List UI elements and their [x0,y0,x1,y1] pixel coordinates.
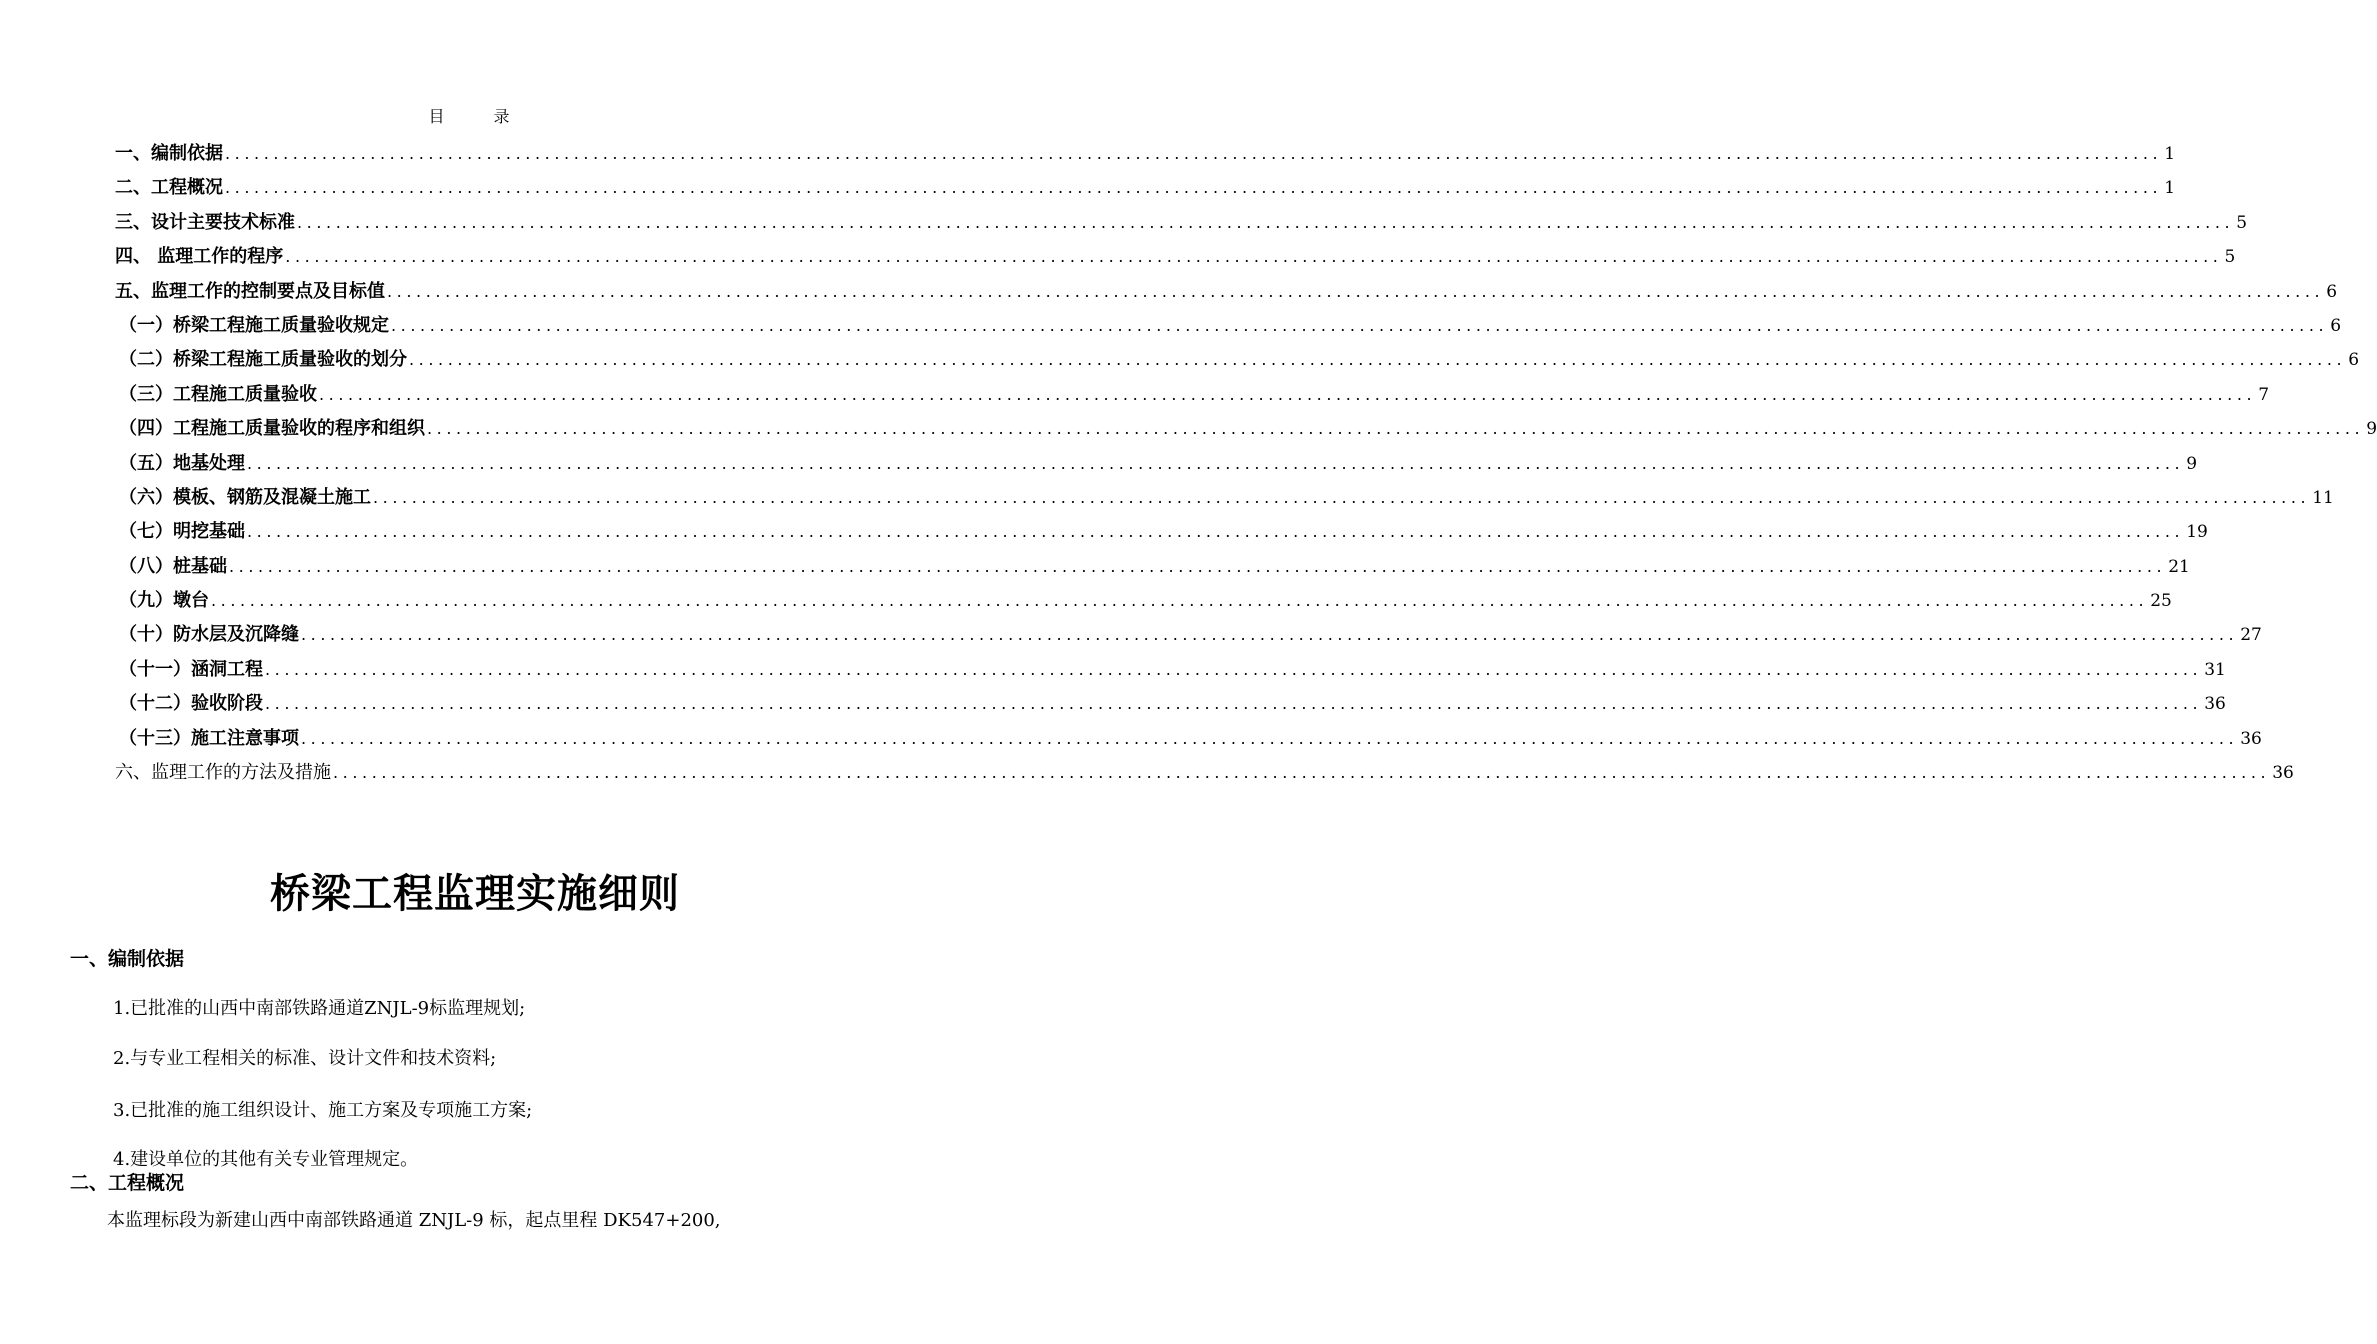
toc-entry-label: 二、工程概况 [115,177,223,199]
document-title: 桥梁工程监理实施细则 [270,871,680,917]
toc-dot-leader: ........................................................................................................................................................................................................ [211,591,2149,611]
toc-entry[interactable] [115,275,2338,309]
toc-dot-leader: ........................................................................................................................................................................................................ [225,178,2163,198]
toc-entry-page-number: 36 [2240,728,2262,749]
toc-entry-label: 三、设计主要技术标准 [115,211,295,233]
toc-entry-page-number: 6 [2330,315,2342,336]
toc-entry[interactable] [115,240,2236,274]
toc-dot-leader: ........................................................................................................................................................................................................ [265,659,2203,679]
toc-dot-leader: ........................................................................................................................................................................................................ [427,419,2365,439]
toc-entry[interactable] [115,343,2360,377]
overview-paragraph: 本监理标段为新建山西中南部铁路通道 ZNJL-9 标，起点里程 DK547+200, [107,1210,721,1231]
toc-entry-label: 六、监理工作的方法及措施 [115,762,331,784]
toc-dot-leader: ........................................................................................................................................................................................................ [387,281,2325,301]
section-heading-basis: 一、编制依据 [70,948,185,970]
toc-dot-leader: ........................................................................................................................................................................................................ [391,315,2329,335]
toc-entry-page-number: 27 [2240,625,2262,646]
toc-entry[interactable] [115,481,2334,515]
toc-entry[interactable] [115,378,2270,412]
toc-entry-page-number: 6 [2326,281,2338,302]
toc-title: 目 录 [428,107,532,126]
toc-entry-page-number: 25 [2150,591,2172,612]
toc-entry-label: （十三）施工注意事项 [119,727,299,749]
toc-entry-page-number: 7 [2258,384,2270,405]
toc-entry[interactable] [115,447,2198,481]
basis-item-1: 1.已批准的山西中南部铁路通道ZNJL-9标监理规划; [113,998,526,1019]
toc-entry[interactable] [115,584,2172,618]
toc-entry-page-number: 5 [2236,212,2248,233]
basis-item-3: 3.已批准的施工组织设计、施工方案及专项施工方案; [113,1100,533,1121]
basis-item-4: 4.建设单位的其他有关专业管理规定。 [113,1149,419,1170]
toc-entry-page-number: 6 [2348,350,2360,371]
toc-entry-label: （六）模板、钢筋及混凝土施工 [119,486,371,508]
toc-entry[interactable] [115,171,2176,205]
basis-item-2: 2.与专业工程相关的标准、设计文件和技术资料; [113,1048,497,1069]
toc-entry-label: （十二）验收阶段 [119,693,263,715]
toc-entry-page-number: 36 [2272,763,2294,784]
toc-entry[interactable] [115,618,2262,652]
toc-dot-leader: ........................................................................................................................................................................................................ [409,350,2347,370]
toc-entry[interactable] [115,206,2248,240]
toc-dot-leader: ........................................................................................................................................................................................................ [301,625,2239,645]
toc-entry-page-number: 1 [2164,178,2176,199]
toc-entry-page-number: 19 [2186,522,2208,543]
toc-entry-page-number: 9 [2366,419,2377,440]
toc-entry-label: （四）工程施工质量验收的程序和组织 [119,418,425,440]
toc-entry-page-number: 21 [2168,556,2190,577]
toc-dot-leader: ........................................................................................................................................................................................................ [301,728,2239,748]
toc-dot-leader: ........................................................................................................................................................................................................ [229,556,2167,576]
toc-entry[interactable] [115,515,2208,549]
toc-entry-page-number: 31 [2204,659,2226,680]
toc-entry-label: （九）墩台 [119,590,209,612]
toc-entry-label: 一、编制依据 [115,143,223,164]
toc-entry-label: （七）明挖基础 [119,521,245,543]
toc-dot-leader: ........................................................................................................................................................................................................ [225,144,2163,163]
toc-dot-leader: ........................................................................................................................................................................................................ [265,694,2203,714]
toc-entry[interactable] [115,756,2294,790]
toc-entry-label: （五）地基处理 [119,452,245,474]
toc-entry[interactable] [115,653,2226,687]
toc-entry-label: （十一）涵洞工程 [119,658,263,680]
toc-entry-label: （一）桥梁工程施工质量验收规定 [119,314,389,336]
table-of-contents [115,137,2377,790]
toc-dot-leader: ........................................................................................................................................................................................................ [247,522,2185,542]
toc-entry-page-number: 5 [2224,247,2236,268]
toc-dot-leader: ........................................................................................................................................................................................................ [297,212,2235,232]
toc-entry[interactable] [115,137,2176,171]
toc-entry-label: （八）桩基础 [119,555,227,577]
toc-dot-leader: ........................................................................................................................................................................................................ [285,247,2223,267]
toc-entry-page-number: 1 [2164,144,2176,164]
toc-entry-label: （十）防水层及沉降缝 [119,624,299,646]
toc-entry-label: 五、监理工作的控制要点及目标值 [115,280,385,302]
toc-entry-page-number: 36 [2204,694,2226,715]
toc-entry-label: （二）桥梁工程施工质量验收的划分 [119,349,407,371]
toc-entry-page-number: 9 [2186,453,2198,474]
toc-entry[interactable] [115,687,2226,721]
toc-dot-leader: ........................................................................................................................................................................................................ [373,487,2311,507]
toc-entry-page-number: 11 [2312,487,2334,508]
toc-entry-label: 四、 监理工作的程序 [115,246,284,268]
toc-entry[interactable] [115,722,2262,756]
toc-entry[interactable] [115,309,2342,343]
toc-dot-leader: ........................................................................................................................................................................................................ [333,763,2271,783]
toc-dot-leader: ........................................................................................................................................................................................................ [247,453,2185,473]
toc-entry[interactable] [115,412,2377,446]
toc-dot-leader: ........................................................................................................................................................................................................ [319,384,2257,404]
toc-entry[interactable] [115,550,2190,584]
section-heading-overview: 二、工程概况 [70,1172,185,1194]
toc-entry-label: （三）工程施工质量验收 [119,383,317,405]
